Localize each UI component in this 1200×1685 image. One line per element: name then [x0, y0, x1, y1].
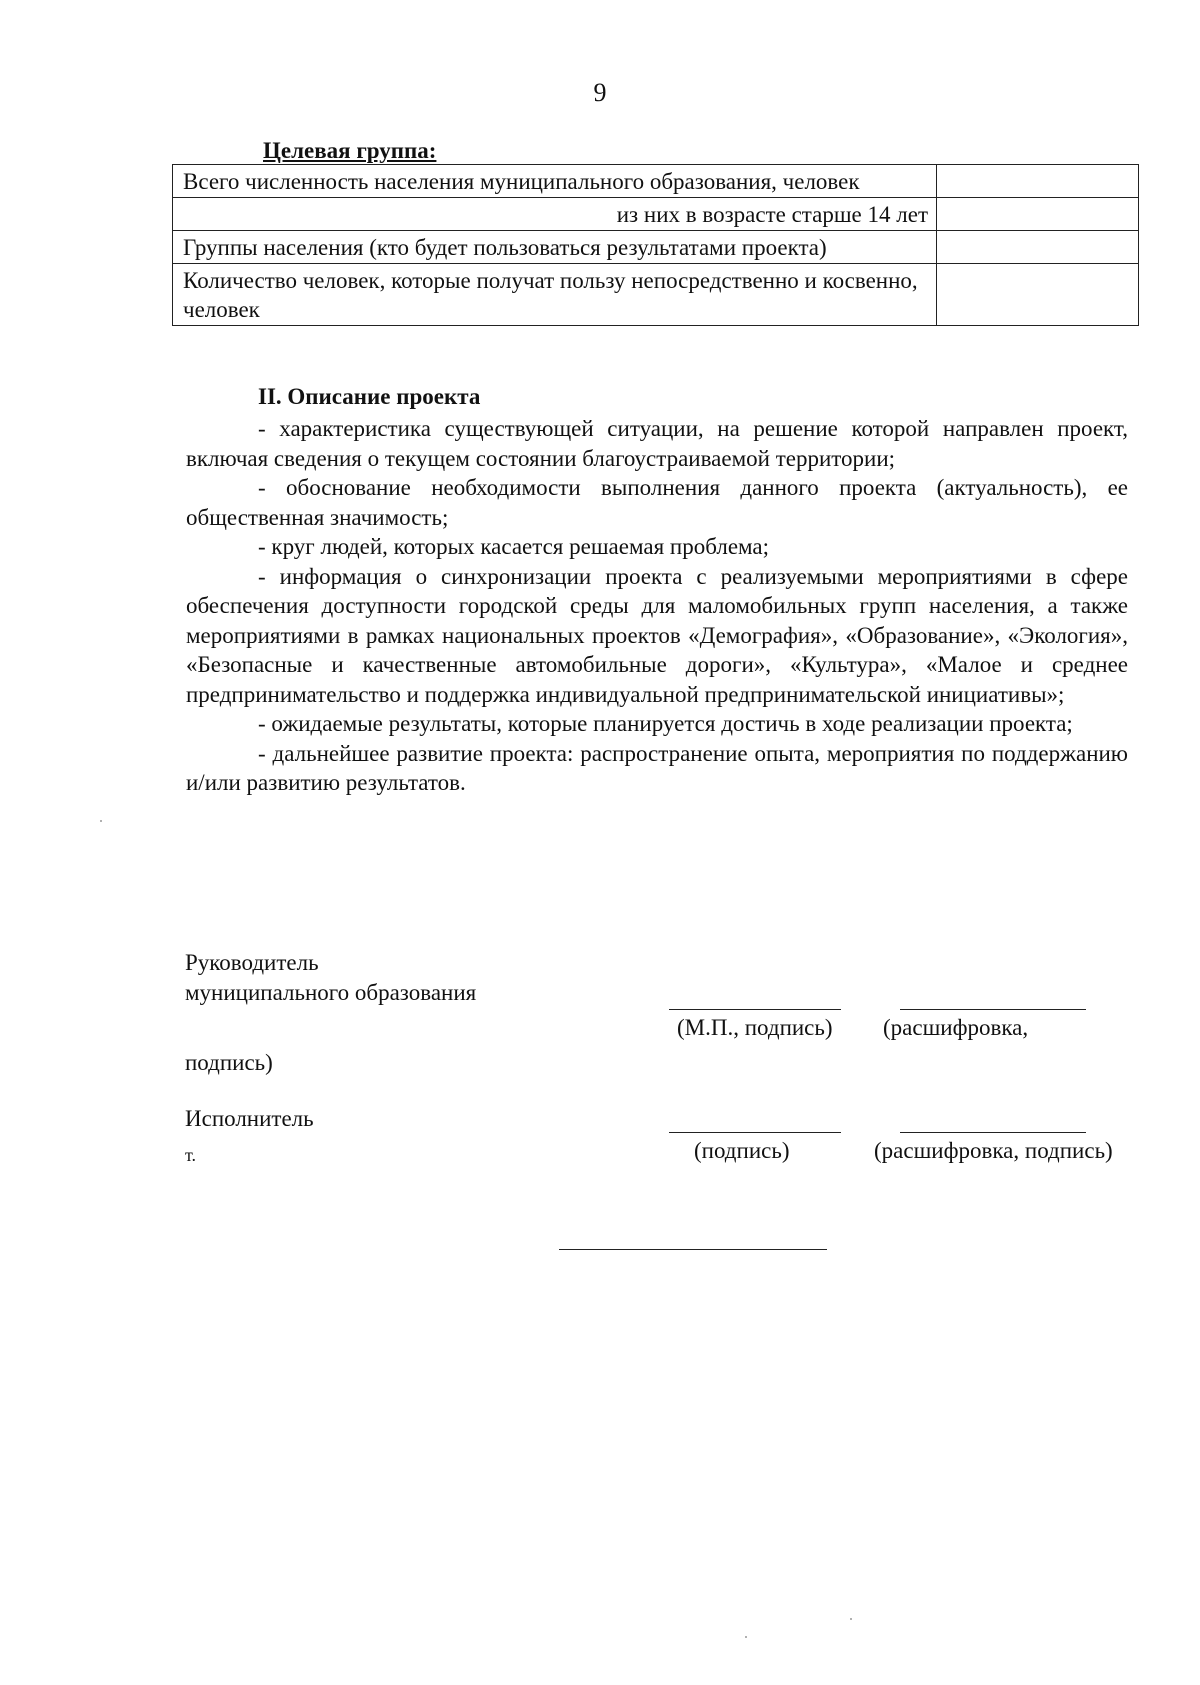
executor-caption-sign: (подпись): [694, 1138, 790, 1163]
project-description-heading: II. Описание проекта: [258, 384, 481, 409]
row-label-beneficiaries: Количество человек, которые получат пользу непосредственно и косвенно, человек: [173, 264, 937, 326]
executor-caption-decode: (расшифровка, подпись): [874, 1138, 1113, 1163]
description-item: - информация о синхронизации проекта с реализуемыми мероприятиями в сфере обеспечения доступности городской среды для маломобильных групп населения, а также мероприятиями в рамках национальных проектов «Демография», «Образование», «Экология», «Безопасные и качественные автомобильные дороги», «Культура», «Малое и среднее предпринимательство и поддержка индивидуальной предпринимательской инициативы»;: [186, 563, 1128, 707]
end-separator-line: [559, 1249, 827, 1250]
description-item: - обоснование необходимости выполнения данного проекта (актуальность), ее общественная значимость;: [186, 475, 1128, 530]
scan-speck: [850, 1618, 852, 1620]
head-title-line1: Руководитель: [185, 950, 319, 975]
table-row: [173, 165, 1139, 198]
scan-speck: [100, 820, 102, 822]
row-value-over-14: [937, 198, 1139, 231]
executor-sublabel: т.: [185, 1145, 197, 1165]
head-signature-line: [669, 1009, 841, 1010]
row-label-total-population: Всего численность населения муниципального образования, человек: [173, 165, 937, 198]
table-row: [173, 198, 1139, 231]
executor-decode-line: [900, 1132, 1086, 1133]
executor-signature-line: [669, 1132, 841, 1133]
head-title-line2: муниципального образования: [185, 980, 477, 1005]
target-group-table: [172, 164, 1139, 326]
head-decode-line: [900, 1009, 1086, 1010]
description-item: - ожидаемые результаты, которые планируется достичь в ходе реализации проекта;: [258, 711, 1073, 736]
executor-label: Исполнитель: [185, 1106, 314, 1131]
row-value-beneficiaries: [937, 264, 1139, 326]
page-number: 9: [593, 78, 607, 107]
row-label-population-groups: Группы населения (кто будет пользоваться результатами проекта): [173, 231, 937, 264]
description-item: - дальнейшее развитие проекта: распространение опыта, мероприятия по поддержанию и/или развитию результатов.: [186, 740, 1128, 795]
description-item: - характеристика существующей ситуации, на решение которой направлен проект, включая сведения о текущем состоянии благоустраиваемой территории;: [186, 416, 1128, 471]
row-value-population-groups: [937, 231, 1139, 264]
head-caption-decode: (расшифровка,: [883, 1015, 1029, 1040]
scan-speck: [745, 1636, 747, 1638]
row-label-over-14: из них в возрасте старше 14 лет: [173, 198, 937, 231]
row-value-total-population: [937, 165, 1139, 198]
head-caption-wrap: подпись): [185, 1050, 273, 1075]
target-group-heading: Целевая группа:: [263, 138, 437, 163]
description-item: - круг людей, которых касается решаемая проблема;: [258, 534, 770, 559]
project-description-list: [186, 414, 1128, 798]
table-row: [173, 231, 1139, 264]
table-row: [173, 264, 1139, 326]
head-caption-sign: (М.П., подпись): [677, 1015, 833, 1040]
